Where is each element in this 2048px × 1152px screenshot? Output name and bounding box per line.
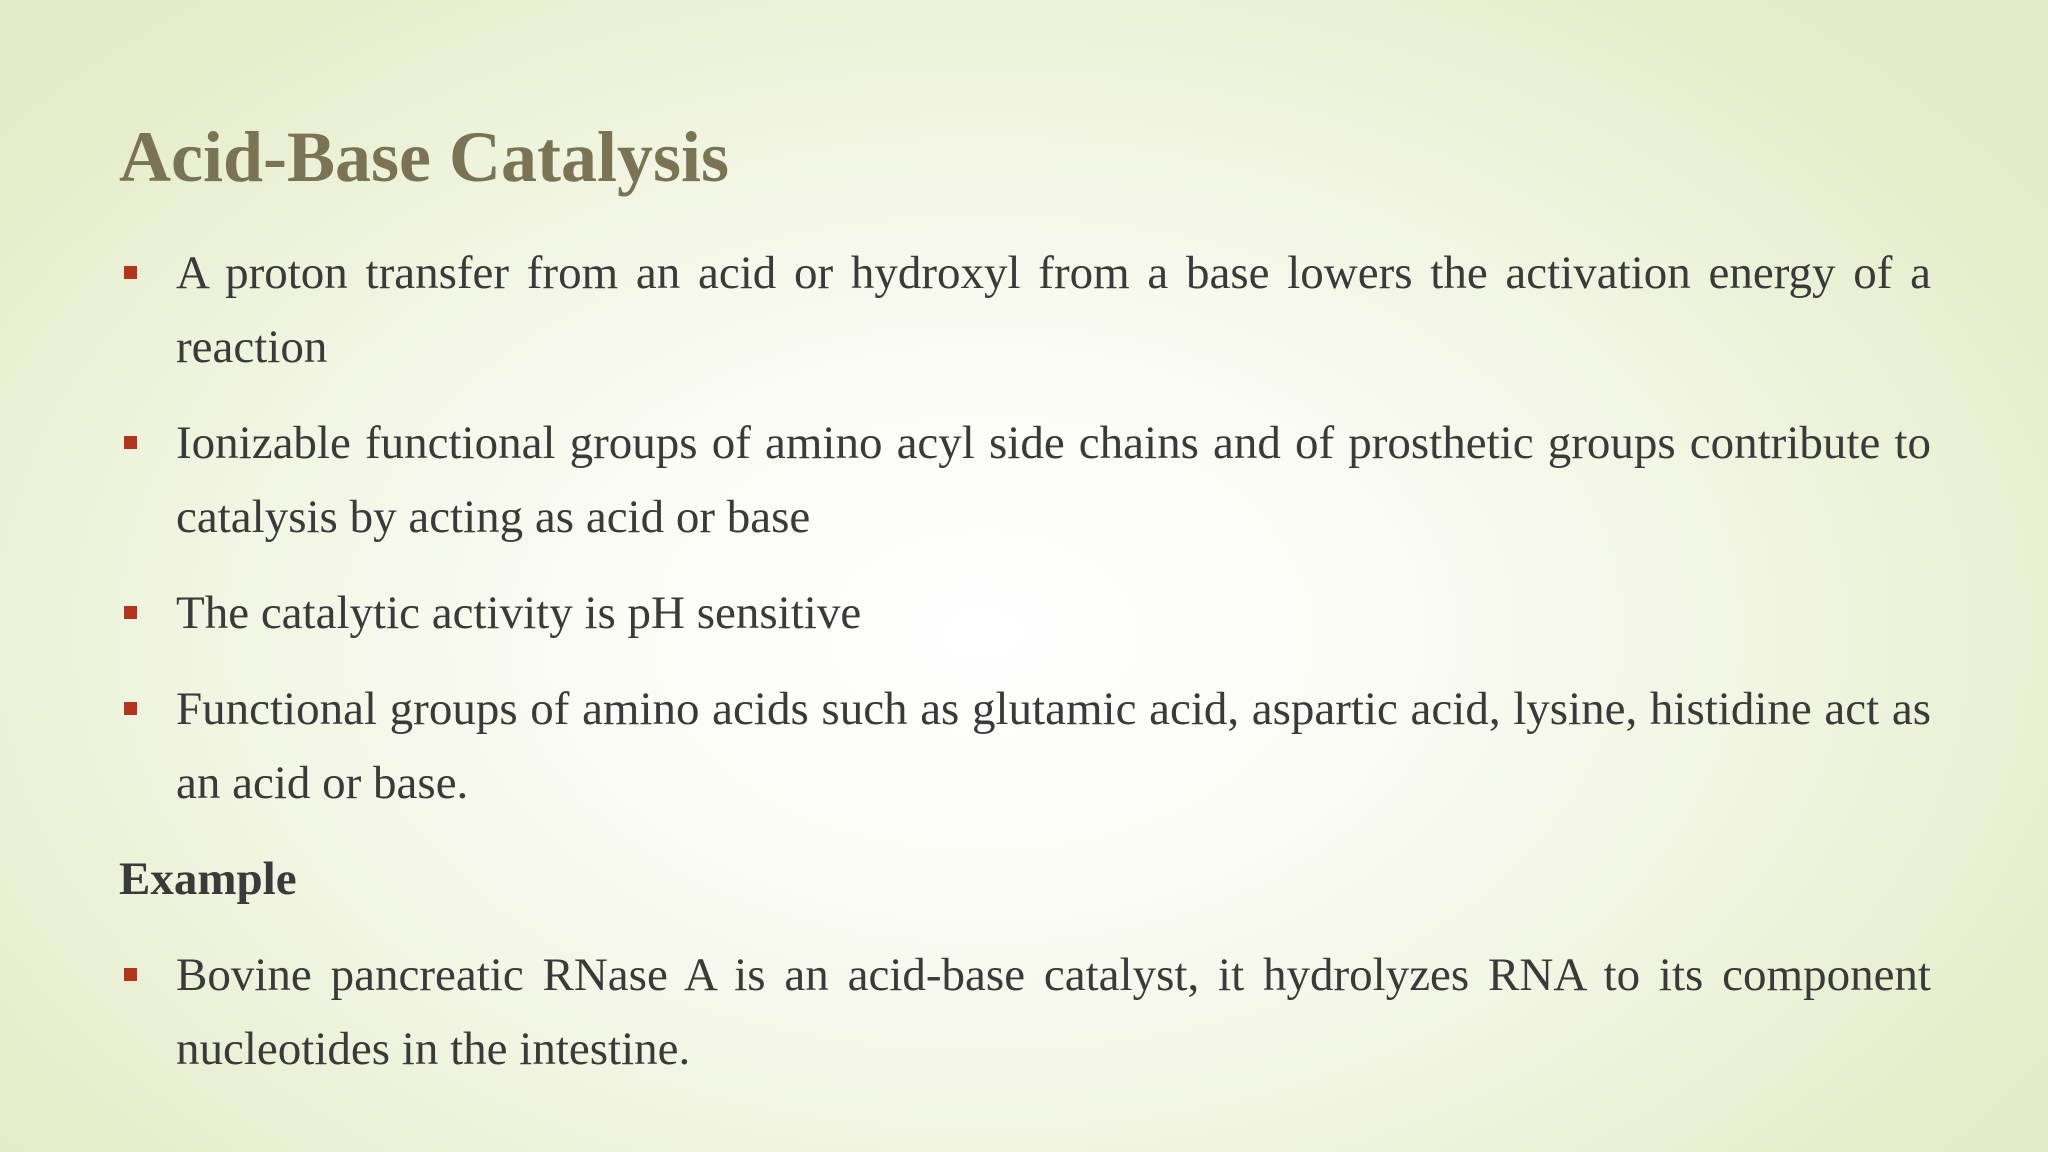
square-bullet-icon [124, 606, 137, 619]
square-bullet-icon [124, 266, 137, 279]
bullet-text: Bovine pancreatic RNase A is an acid-base catalyst, it hydrolyzes RNA to its component nucleotides in the intestine. [176, 949, 1931, 1075]
bullet-text: A proton transfer from an acid or hydroxyl from a base lowers the activation energy of a reaction [176, 247, 1931, 373]
slide-title: Acid-Base Catalysis [119, 117, 729, 197]
example-bullet-item-1 [119, 938, 1931, 1086]
bullet-text: Functional groups of amino acids such as glutamic acid, aspartic acid, lysine, histidine act as an acid or base. [176, 683, 1931, 809]
square-bullet-icon [124, 968, 137, 981]
square-bullet-icon [124, 702, 137, 715]
bullet-text: Ionizable functional groups of amino acyl side chains and of prosthetic groups contribute to catalysis by acting as acid or base [176, 417, 1931, 543]
bullet-item-4 [119, 672, 1931, 820]
square-bullet-icon [124, 436, 137, 449]
example-heading: Example [119, 853, 297, 905]
bullet-item-3 [119, 576, 1931, 650]
slide-content [119, 236, 1931, 1108]
bullet-item-2 [119, 406, 1931, 554]
bullet-text: The catalytic activity is pH sensitive [176, 587, 862, 639]
bullet-item-1 [119, 236, 1931, 384]
